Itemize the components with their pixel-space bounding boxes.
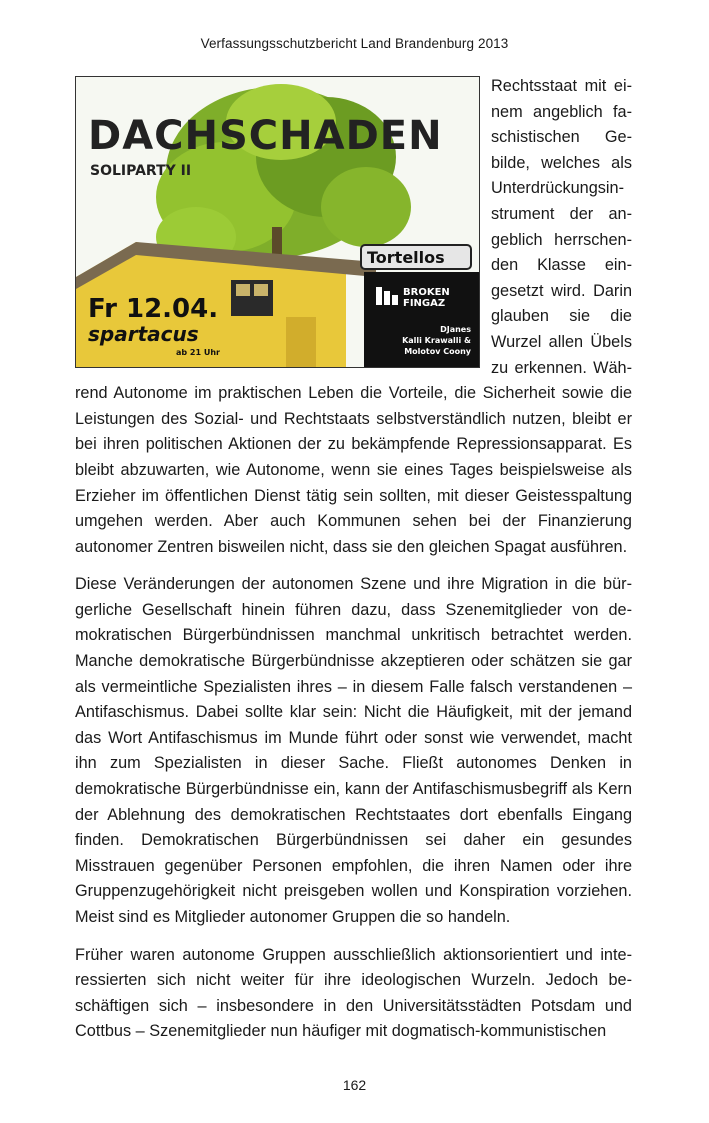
body-paragraph-1: Rechtsstaat mit einem angeblich faschistischen Gebilde, welches als Unterdrückungsinstrument der angeblich herrschenden Klasse eingesetzt wird. Darin glauben sie die Wurzel allen Übels zu erkennen. Während Autonome im praktischen Leben die Vorteile, die Sicherheit sowie die Leistungen des Sozial- und Rechtstaats selbstverständlich nutzen, bleibt er bei ihren politischen Aktionen der zu bekämpfende Repressionsapparat. Es bleibt abzuwarten, wie Autonome, wenn sie eines Tages beispielsweise als Erzieher im öffentlichen Dienst tätig sein sollten, mit dieser Geistesspaltung umgehen werden. Aber auch Kommunen sehen bei der Finanzierung autonomer Zentren bisweilen nicht, dass sie den gleichen Spagat ausführen. bbox=[75, 77, 632, 556]
svg-text:FINGAZ: FINGAZ bbox=[403, 298, 446, 309]
flyer-venue: spartacus bbox=[88, 322, 199, 346]
flyer-title: DACHSCHADEN bbox=[88, 113, 443, 159]
flyer-credits-line1: DJanes bbox=[440, 325, 471, 334]
flyer-subtitle: SOLIPARTY II bbox=[90, 163, 192, 179]
body-paragraph-2: Diese Veränderungen der autonomen Szene und ihre Migration in die bürgerliche Gesellschaft hinein führen dazu, dass Szenemitglieder von demokratischen Bürgerbündnissen manchmal unkritisch betrachtet werden. Manche demokratische Bürgerbündnisse akzeptieren oder schätzen sie gar als vermeintliche Spezialisten ihres – in diesem Falle falsch verstandenen – Antifaschismus. Dabei sollte klar sein: Nicht die Häufigkeit, mit der jemand das Wort Antifaschismus im Munde führt oder sonst wie verwendet, macht ihn zum Spezialisten in dieser Sache. Fließt autonomes Denken in demokratische Bürgerbündnisse ein, kann der Antifaschismusbegriff als Kern der Ablehnung des demokratischen Rechtstaates dort ebenfalls Eingang finden. Demokratischen Bürgerbündnissen sei daher ein gesundes Misstrauen gegenüber Personen empfohlen, die ihren Namen oder ihre Gruppenzugehörigkeit nicht preisgeben wollen und Konspiration vorziehen. Meist sind es Mitglieder autonomer Gruppen die so handeln. bbox=[75, 575, 632, 926]
flyer-credits-line3: Molotov Coony bbox=[404, 347, 471, 356]
page-number: 162 bbox=[342, 1077, 367, 1093]
page-body bbox=[75, 74, 632, 1057]
body-paragraph-3: Früher waren autonome Gruppen ausschließlich aktionsorientiert und interessierten sich nicht weiter für ihre ideologischen Wurzeln. Jedoch beschäftigen sich – insbesondere in den Universitätsstädten Potsdam und Cottbus – Szenemitglieder nun häufiger mit dogmatisch-kommunistischen bbox=[75, 945, 632, 1041]
flyer-date: Fr 12.04. bbox=[88, 294, 219, 324]
flyer-time: ab 21 Uhr bbox=[176, 348, 220, 357]
flyer-credits-line2: Kalli Krawalli & bbox=[402, 336, 471, 345]
svg-text:BROKEN: BROKEN bbox=[403, 287, 450, 298]
running-header: Verfassungsschutzbericht Land Brandenburg 2013 bbox=[200, 36, 509, 51]
flyer-band-tag: Tortellos bbox=[367, 248, 445, 267]
party-flyer-image bbox=[75, 76, 480, 368]
